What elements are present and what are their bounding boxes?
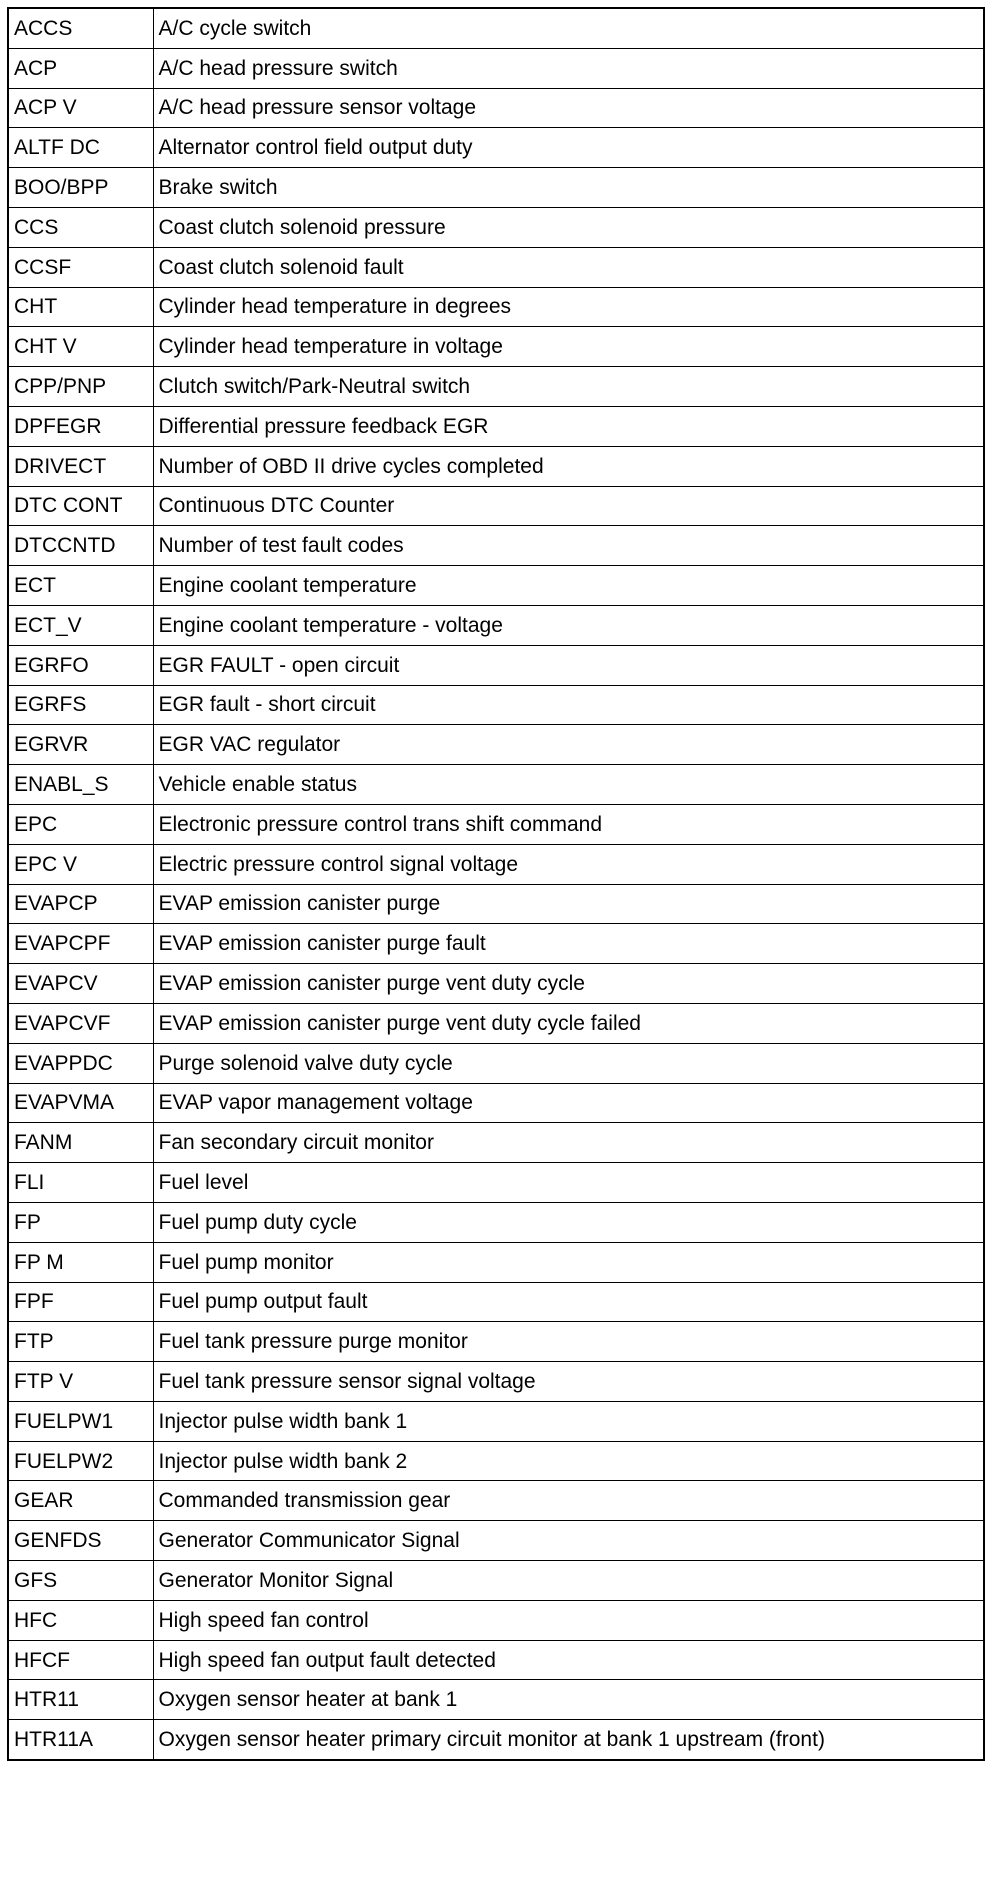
pid-description-cell: Oxygen sensor heater at bank 1 xyxy=(153,1680,984,1720)
pid-description-cell: EVAP vapor management voltage xyxy=(153,1083,984,1123)
pid-description-cell: Fuel tank pressure purge monitor xyxy=(153,1322,984,1362)
pid-abbreviation-table xyxy=(7,7,985,1761)
pid-description-cell: Fan secondary circuit monitor xyxy=(153,1123,984,1163)
table-row xyxy=(8,685,984,725)
pid-description-cell: EGR VAC regulator xyxy=(153,725,984,765)
pid-description-cell: Coast clutch solenoid pressure xyxy=(153,207,984,247)
pid-code-cell: EVAPCPF xyxy=(8,924,153,964)
table-row xyxy=(8,367,984,407)
table-row xyxy=(8,924,984,964)
pid-code-cell: EGRFS xyxy=(8,685,153,725)
table-row xyxy=(8,168,984,208)
pid-description-cell: Commanded transmission gear xyxy=(153,1481,984,1521)
pid-code-cell: ECT xyxy=(8,566,153,606)
table-row xyxy=(8,566,984,606)
table-row xyxy=(8,327,984,367)
table-row xyxy=(8,1043,984,1083)
pid-description-cell: Number of OBD II drive cycles completed xyxy=(153,446,984,486)
table-row xyxy=(8,1441,984,1481)
pid-description-cell: Number of test fault codes xyxy=(153,526,984,566)
pid-code-cell: CCSF xyxy=(8,247,153,287)
pid-description-cell: Cylinder head temperature in degrees xyxy=(153,287,984,327)
pid-code-cell: EVAPCV xyxy=(8,964,153,1004)
pid-code-cell: FTP xyxy=(8,1322,153,1362)
pid-description-cell: Fuel pump monitor xyxy=(153,1242,984,1282)
table-row xyxy=(8,1680,984,1720)
pid-code-cell: HFC xyxy=(8,1600,153,1640)
pid-code-cell: ACP xyxy=(8,48,153,88)
pid-description-cell: EVAP emission canister purge vent duty cycle failed xyxy=(153,1003,984,1043)
pid-description-cell: Cylinder head temperature in voltage xyxy=(153,327,984,367)
pid-description-cell: Coast clutch solenoid fault xyxy=(153,247,984,287)
pid-code-cell: EVAPCP xyxy=(8,884,153,924)
table-row xyxy=(8,88,984,128)
pid-code-cell: FPF xyxy=(8,1282,153,1322)
pid-code-cell: ACP V xyxy=(8,88,153,128)
pid-code-cell: FLI xyxy=(8,1163,153,1203)
pid-description-cell: Fuel pump output fault xyxy=(153,1282,984,1322)
pid-description-cell: Injector pulse width bank 2 xyxy=(153,1441,984,1481)
pid-code-cell: EGRVR xyxy=(8,725,153,765)
pid-code-cell: EPC xyxy=(8,804,153,844)
table-row xyxy=(8,1481,984,1521)
pid-description-cell: Fuel level xyxy=(153,1163,984,1203)
pid-code-cell: CPP/PNP xyxy=(8,367,153,407)
pid-description-cell: EVAP emission canister purge xyxy=(153,884,984,924)
pid-code-cell: ALTF DC xyxy=(8,128,153,168)
pid-description-cell: Injector pulse width bank 1 xyxy=(153,1401,984,1441)
pid-description-cell: A/C head pressure switch xyxy=(153,48,984,88)
pid-code-cell: FP M xyxy=(8,1242,153,1282)
pid-description-cell: Purge solenoid valve duty cycle xyxy=(153,1043,984,1083)
pid-description-cell: Clutch switch/Park-Neutral switch xyxy=(153,367,984,407)
pid-description-cell: EVAP emission canister purge vent duty cycle xyxy=(153,964,984,1004)
table-row xyxy=(8,1083,984,1123)
pid-description-cell: Generator Communicator Signal xyxy=(153,1521,984,1561)
pid-description-cell: Engine coolant temperature xyxy=(153,566,984,606)
pid-code-cell: CHT V xyxy=(8,327,153,367)
table-row xyxy=(8,884,984,924)
table-row xyxy=(8,765,984,805)
pid-description-cell: Engine coolant temperature - voltage xyxy=(153,605,984,645)
pid-description-cell: Brake switch xyxy=(153,168,984,208)
pid-description-cell: EGR FAULT - open circuit xyxy=(153,645,984,685)
pid-description-cell: Vehicle enable status xyxy=(153,765,984,805)
table-row xyxy=(8,1600,984,1640)
pid-code-cell: ACCS xyxy=(8,8,153,48)
table-row xyxy=(8,1202,984,1242)
pid-description-cell: Fuel pump duty cycle xyxy=(153,1202,984,1242)
table-row xyxy=(8,804,984,844)
table-row xyxy=(8,207,984,247)
table-row xyxy=(8,406,984,446)
table-row xyxy=(8,1003,984,1043)
pid-code-cell: EPC V xyxy=(8,844,153,884)
pid-code-cell: BOO/BPP xyxy=(8,168,153,208)
table-row xyxy=(8,247,984,287)
pid-code-cell: EVAPVMA xyxy=(8,1083,153,1123)
pid-description-cell: Electronic pressure control trans shift command xyxy=(153,804,984,844)
pid-description-cell: A/C head pressure sensor voltage xyxy=(153,88,984,128)
table-row xyxy=(8,1322,984,1362)
pid-code-cell: EGRFO xyxy=(8,645,153,685)
pid-code-cell: DRIVECT xyxy=(8,446,153,486)
pid-code-cell: EVAPPDC xyxy=(8,1043,153,1083)
pid-code-cell: FUELPW1 xyxy=(8,1401,153,1441)
table-row xyxy=(8,128,984,168)
pid-description-cell: Generator Monitor Signal xyxy=(153,1561,984,1601)
pid-code-cell: FANM xyxy=(8,1123,153,1163)
pid-code-cell: ENABL_S xyxy=(8,765,153,805)
pid-code-cell: HTR11 xyxy=(8,1680,153,1720)
table-row xyxy=(8,1163,984,1203)
pid-description-cell: Differential pressure feedback EGR xyxy=(153,406,984,446)
pid-code-cell: HFCF xyxy=(8,1640,153,1680)
table-row xyxy=(8,645,984,685)
table-row xyxy=(8,526,984,566)
pid-code-cell: CHT xyxy=(8,287,153,327)
table-row xyxy=(8,48,984,88)
pid-code-cell: FP xyxy=(8,1202,153,1242)
pid-code-cell: DTC CONT xyxy=(8,486,153,526)
pid-code-cell: DTCCNTD xyxy=(8,526,153,566)
table-body xyxy=(8,8,984,1760)
table-row xyxy=(8,964,984,1004)
pid-description-cell: Continuous DTC Counter xyxy=(153,486,984,526)
pid-description-cell: Oxygen sensor heater primary circuit monitor at bank 1 upstream (front) xyxy=(153,1720,984,1760)
pid-code-cell: EVAPCVF xyxy=(8,1003,153,1043)
pid-description-cell: EGR fault - short circuit xyxy=(153,685,984,725)
pid-code-cell: GENFDS xyxy=(8,1521,153,1561)
table-row xyxy=(8,1561,984,1601)
pid-description-cell: High speed fan output fault detected xyxy=(153,1640,984,1680)
table-row xyxy=(8,725,984,765)
pid-description-cell: EVAP emission canister purge fault xyxy=(153,924,984,964)
pid-code-cell: HTR11A xyxy=(8,1720,153,1760)
pid-code-cell: GFS xyxy=(8,1561,153,1601)
pid-description-cell: Fuel tank pressure sensor signal voltage xyxy=(153,1362,984,1402)
table-row xyxy=(8,287,984,327)
pid-code-cell: CCS xyxy=(8,207,153,247)
table-row xyxy=(8,1521,984,1561)
pid-code-cell: FTP V xyxy=(8,1362,153,1402)
table-row xyxy=(8,1242,984,1282)
pid-description-cell: High speed fan control xyxy=(153,1600,984,1640)
table-row xyxy=(8,446,984,486)
table-row xyxy=(8,1640,984,1680)
pid-description-cell: Alternator control field output duty xyxy=(153,128,984,168)
pid-code-cell: DPFEGR xyxy=(8,406,153,446)
table-row xyxy=(8,486,984,526)
table-row xyxy=(8,8,984,48)
pid-description-cell: Electric pressure control signal voltage xyxy=(153,844,984,884)
table-row xyxy=(8,1123,984,1163)
table-row xyxy=(8,605,984,645)
table-row xyxy=(8,1401,984,1441)
table-row xyxy=(8,1720,984,1760)
pid-code-cell: GEAR xyxy=(8,1481,153,1521)
table-row xyxy=(8,844,984,884)
table-row xyxy=(8,1282,984,1322)
pid-code-cell: ECT_V xyxy=(8,605,153,645)
pid-description-cell: A/C cycle switch xyxy=(153,8,984,48)
table-row xyxy=(8,1362,984,1402)
pid-code-cell: FUELPW2 xyxy=(8,1441,153,1481)
